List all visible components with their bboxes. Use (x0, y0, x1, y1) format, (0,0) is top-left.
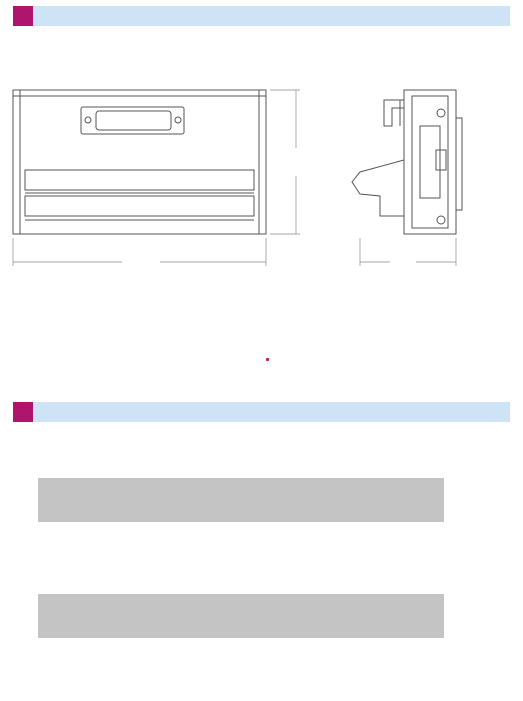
section-header-wiring (13, 402, 510, 422)
wiring-diagram (0, 470, 523, 670)
top-terminal-block (38, 478, 444, 522)
bottom-terminal-block (38, 594, 444, 638)
front-view (13, 90, 266, 234)
section-accent (13, 402, 33, 422)
front-dimensions (13, 90, 300, 266)
side-dimensions (360, 238, 456, 266)
outline-drawing (0, 0, 523, 300)
bullet-icon (266, 358, 269, 361)
side-view (352, 90, 462, 234)
